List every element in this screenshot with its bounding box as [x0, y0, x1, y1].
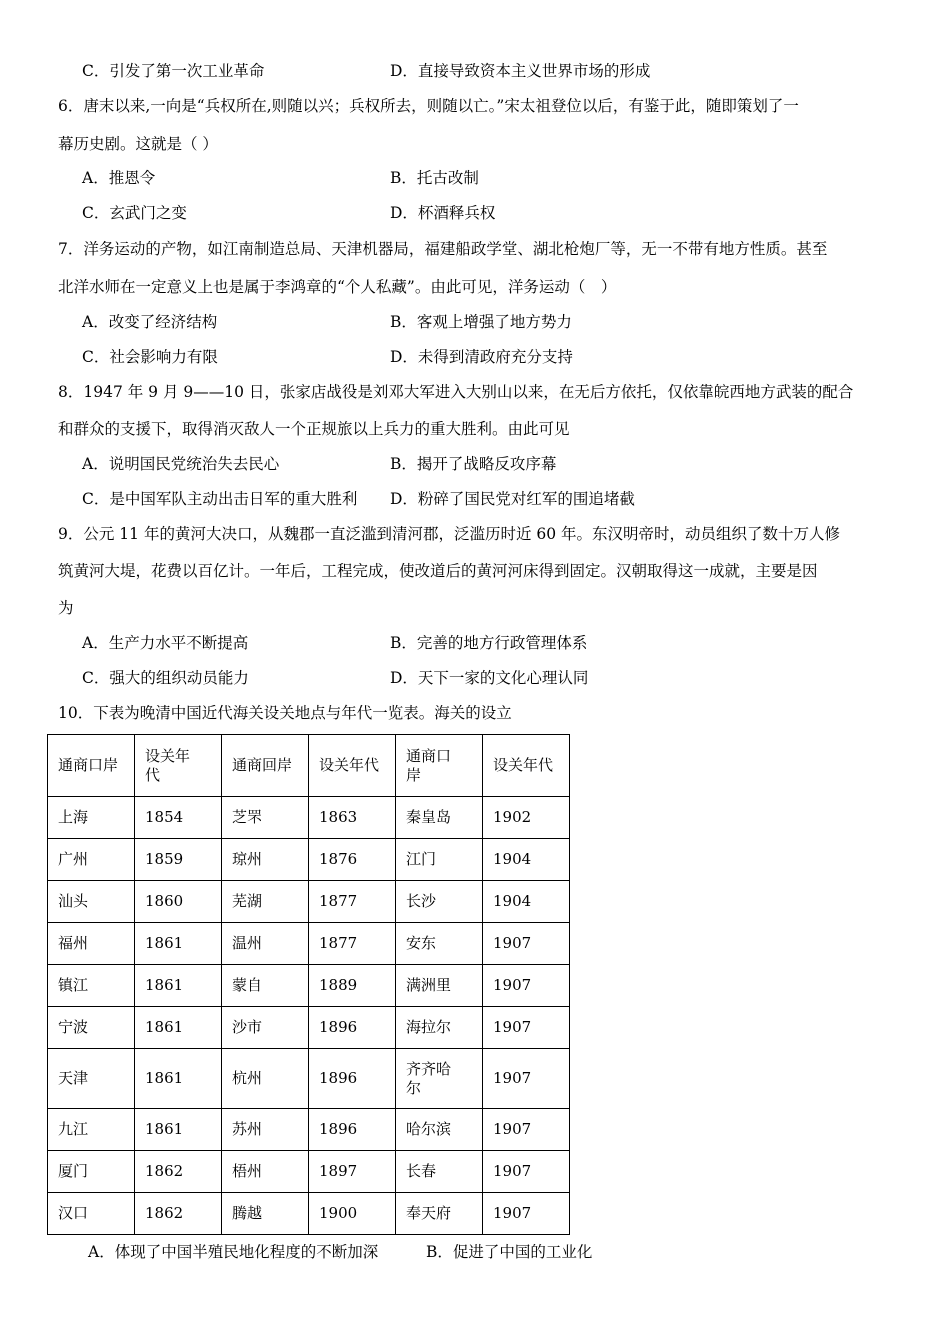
q9-option-b: B．完善的地方行政管理体系	[390, 634, 588, 652]
table-cell: 1904	[483, 839, 570, 881]
table-cell: 芝罘	[222, 797, 309, 839]
q6-stem-line1: 6．唐末以来,一向是“兵权所在,则随以兴；兵权所去，则随以亡。”宋太祖登位以后，有鉴于此，随即策划了一	[58, 97, 799, 115]
table-cell: 长沙	[396, 881, 483, 923]
q9-option-d: D．天下一家的文化心理认同	[390, 669, 589, 687]
table-cell: 1877	[309, 923, 396, 965]
table-cell: 1907	[483, 1151, 570, 1193]
header-year-2: 设关年代	[309, 735, 396, 797]
table-cell: 1876	[309, 839, 396, 881]
table-cell: 奉天府	[396, 1193, 483, 1235]
q10-option-a: A．体现了中国半殖民地化程度的不断加深	[88, 1243, 379, 1261]
table-cell: 沙市	[222, 1007, 309, 1049]
table-row	[48, 965, 570, 1007]
q9-stem-line2: 筑黄河大堤，花费以百亿计。一年后，工程完成，使改道后的黄河河床得到固定。汉朝取得这一成就，主要是因	[58, 562, 818, 580]
table-row	[48, 881, 570, 923]
q8-option-b: B．揭开了战略反攻序幕	[390, 455, 557, 473]
table-cell: 1897	[309, 1151, 396, 1193]
table-cell: 汉口	[48, 1193, 135, 1235]
table-cell: 杭州	[222, 1049, 309, 1109]
q7-option-a: A．改变了经济结构	[82, 313, 218, 331]
table-cell: 1907	[483, 965, 570, 1007]
table-row	[48, 1151, 570, 1193]
table-cell: 上海	[48, 797, 135, 839]
header-port-2: 通商回岸	[222, 735, 309, 797]
table-row	[48, 1007, 570, 1049]
table-cell: 1854	[135, 797, 222, 839]
table-row	[48, 1049, 570, 1109]
table-cell: 1896	[309, 1049, 396, 1109]
table-cell: 1889	[309, 965, 396, 1007]
q10-stem: 10．下表为晚清中国近代海关设关地点与年代一览表。海关的设立	[58, 704, 512, 722]
table-cell: 镇江	[48, 965, 135, 1007]
table-cell: 长春	[396, 1151, 483, 1193]
q5-option-d: D．直接导致资本主义世界市场的形成	[390, 62, 651, 80]
table-cell: 1907	[483, 1109, 570, 1151]
table-cell: 1900	[309, 1193, 396, 1235]
q8-option-c: C．是中国军队主动出击日军的重大胜利	[82, 490, 358, 508]
header-year-1: 设关年 代	[135, 735, 222, 797]
table-cell: 广州	[48, 839, 135, 881]
table-cell: 厦门	[48, 1151, 135, 1193]
table-cell: 苏州	[222, 1109, 309, 1151]
q7-option-c: C．社会影响力有限	[82, 348, 218, 366]
table-row	[48, 797, 570, 839]
table-cell: 1907	[483, 923, 570, 965]
q7-option-d: D．未得到清政府充分支持	[390, 348, 573, 366]
table-cell: 芜湖	[222, 881, 309, 923]
table-cell: 1896	[309, 1109, 396, 1151]
table-cell: 1860	[135, 881, 222, 923]
table-cell: 1861	[135, 1049, 222, 1109]
q6-option-a: A．推恩令	[82, 169, 156, 187]
table-cell: 1863	[309, 797, 396, 839]
header-port-3: 通商口 岸	[396, 735, 483, 797]
q8-option-d: D．粉碎了国民党对红军的围追堵截	[390, 490, 635, 508]
table-cell: 福州	[48, 923, 135, 965]
table-cell: 1861	[135, 1007, 222, 1049]
table-cell: 哈尔滨	[396, 1109, 483, 1151]
table-cell: 1902	[483, 797, 570, 839]
q9-option-a: A．生产力水平不断提高	[82, 634, 249, 652]
q10-option-b: B．促进了中国的工业化	[426, 1243, 593, 1261]
table-cell: 蒙自	[222, 965, 309, 1007]
table-cell: 齐齐哈 尔	[396, 1049, 483, 1109]
table-row	[48, 1193, 570, 1235]
table-cell: 1862	[135, 1151, 222, 1193]
table-cell: 梧州	[222, 1151, 309, 1193]
q7-stem-line1: 7．洋务运动的产物，如江南制造总局、天津机器局，福建船政学堂、湖北枪炮厂等，无一不带有地方性质。甚至	[58, 240, 828, 258]
customs-ports-table	[47, 734, 570, 1235]
table-cell: 1907	[483, 1049, 570, 1109]
q6-option-c: C．玄武门之变	[82, 204, 187, 222]
q8-stem-line2: 和群众的支援下，取得消灭敌人一个正规旅以上兵力的重大胜利。由此可见	[58, 420, 570, 438]
q7-option-b: B．客观上增强了地方势力	[390, 313, 572, 331]
table-cell: 1862	[135, 1193, 222, 1235]
table-row	[48, 1109, 570, 1151]
table-cell: 腾越	[222, 1193, 309, 1235]
table-row	[48, 923, 570, 965]
table-cell: 琼州	[222, 839, 309, 881]
table-header-row	[48, 735, 570, 797]
table-cell: 江门	[396, 839, 483, 881]
table-cell: 九江	[48, 1109, 135, 1151]
table-cell: 1861	[135, 1109, 222, 1151]
table-cell: 1907	[483, 1193, 570, 1235]
q6-stem-line2: 幕历史剧。这就是（ ）	[58, 135, 218, 153]
table-cell: 1896	[309, 1007, 396, 1049]
table-cell: 秦皇岛	[396, 797, 483, 839]
table-cell: 满洲里	[396, 965, 483, 1007]
q6-option-d: D．杯酒释兵权	[390, 204, 496, 222]
table-cell: 海拉尔	[396, 1007, 483, 1049]
q9-option-c: C．强大的组织动员能力	[82, 669, 249, 687]
header-year-3: 设关年代	[483, 735, 570, 797]
q6-option-b: B．托古改制	[390, 169, 479, 187]
table-cell: 汕头	[48, 881, 135, 923]
q7-stem-line2: 北洋水师在一定意义上也是属于李鸿章的“个人私藏”。由此可见，洋务运动（ ）	[58, 278, 617, 296]
table-cell: 1861	[135, 965, 222, 1007]
table-cell: 1907	[483, 1007, 570, 1049]
table-cell: 宁波	[48, 1007, 135, 1049]
table-cell: 1859	[135, 839, 222, 881]
table-row	[48, 839, 570, 881]
table-cell: 温州	[222, 923, 309, 965]
table-cell: 1904	[483, 881, 570, 923]
q8-stem-line1: 8．1947 年 9 月 9——10 日，张家店战役是刘邓大军进入大别山以来，在无后方依托，仅依靠皖西地方武装的配合	[58, 383, 854, 401]
table-cell: 安东	[396, 923, 483, 965]
q9-stem-line1: 9．公元 11 年的黄河大决口，从魏郡一直泛滥到清河郡，泛滥历时近 60 年。东汉明帝时，动员组织了数十万人修	[58, 525, 841, 543]
header-port-1: 通商口岸	[48, 735, 135, 797]
table-cell: 1861	[135, 923, 222, 965]
table-cell: 1877	[309, 881, 396, 923]
table-cell: 天津	[48, 1049, 135, 1109]
q8-option-a: A．说明国民党统治失去民心	[82, 455, 280, 473]
q5-option-c: C．引发了第一次工业革命	[82, 62, 265, 80]
q9-stem-line3: 为	[58, 599, 74, 617]
